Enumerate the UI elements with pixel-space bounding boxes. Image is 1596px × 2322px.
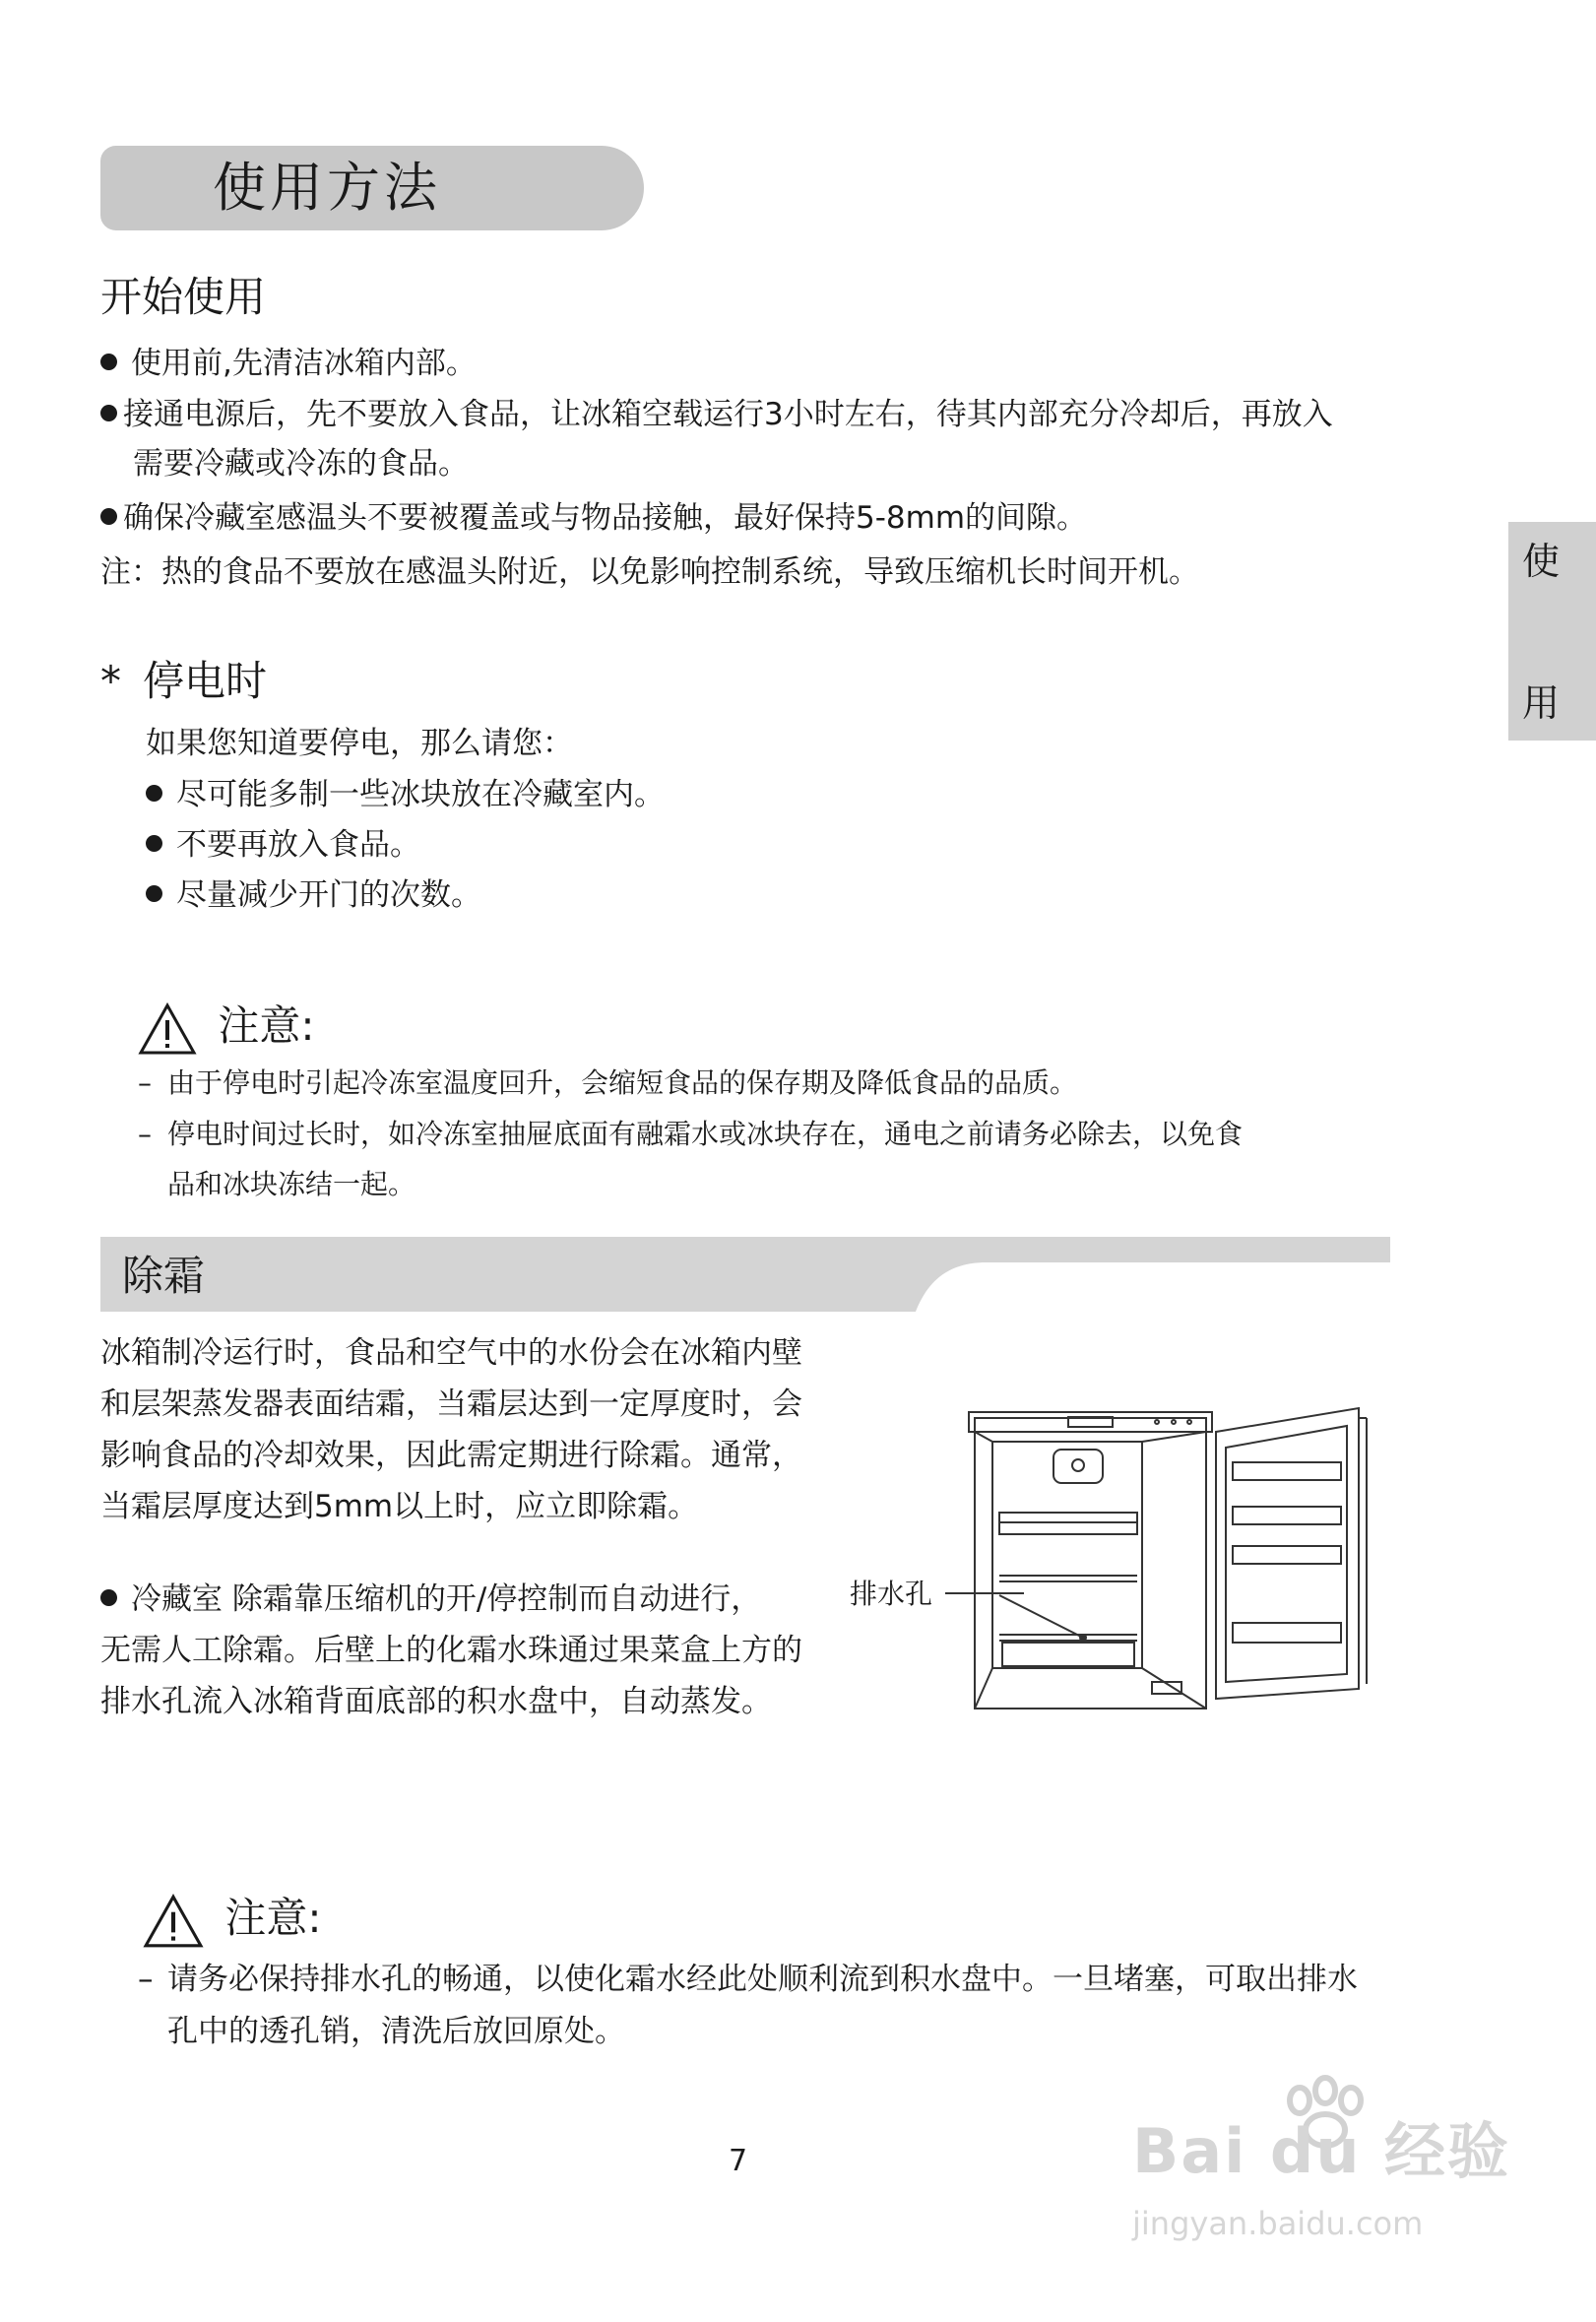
defrost-bullet-line: 排水孔流入冰箱背面底部的积水盘中，自动蒸发。 [100,1684,772,1719]
watermark-url: jingyan.baidu.com [1132,2205,1424,2242]
caution-heading: 注意: [143,1889,322,1949]
fridge-illustration [945,1388,1388,1723]
power-intro: 如果您知道要停电，那么请您： [146,726,573,761]
warning-icon [143,1894,204,1949]
list-item-continuation: 需要冷藏或冷冻的食品。 [133,446,469,482]
list-item: 尽可能多制一些冰块放在冷藏室内。 [146,775,665,814]
list-item: 尽量减少开门的次数。 [146,875,481,915]
page-title: 使用方法 [213,157,441,219]
list-item: 接通电源后，先不要放入食品，让冰箱空载运行3小时左右，待其内部充分冷却后，再放入 [100,395,1333,434]
bullet-icon [146,835,162,852]
bullet-icon [146,885,162,902]
bullet-icon [100,1589,117,1606]
caution-item-continuation: 品和冰块冻结一起。 [167,1168,416,1200]
defrost-bullet-line: 无需人工除霜。后壁上的化霜水珠通过果菜盒上方的 [100,1633,802,1668]
section-heading-power: * 停电时 [100,657,268,705]
drain-hole-label: 排水孔 [850,1578,933,1610]
section-heading-start: 开始使用 [100,273,267,321]
defrost-para-line: 冰箱制冷运行时，食品和空气中的水份会在冰箱内壁 [100,1335,802,1371]
caution-item: – 由于停电时引起冷冻室温度回升，会缩短食品的保存期及降低食品的品质。 [138,1066,1078,1099]
defrost-para-line: 当霜层厚度达到5mm以上时，应立即除霜。 [100,1489,699,1524]
bullet-icon [100,354,117,370]
side-tab-char-1: 使 [1522,540,1561,583]
star-icon: * [100,657,121,705]
defrost-banner [100,1237,1390,1312]
watermark-brand: Bai du 经验 [1132,2115,1511,2187]
defrost-para-line: 影响食品的冷却效果，因此需定期进行除霜。通常， [100,1438,802,1473]
note-text: 注：热的食品不要放在感温头附近，以免影响控制系统，导致压缩机长时间开机。 [100,554,1199,590]
caution-heading: 注意: [138,997,315,1056]
caution-item: – 停电时间过长时，如冷冻室抽屉底面有融霜水或冰块存在，通电之前请务必除去，以免食 [138,1118,1244,1150]
page-number: 7 [729,2144,748,2178]
section-heading-defrost: 除霜 [122,1252,206,1300]
list-item: 使用前,先清洁冰箱内部。 [100,344,477,383]
caution-item-continuation: 孔中的透孔销，清洗后放回原处。 [167,2014,625,2049]
defrost-para-line: 和层架蒸发器表面结霜，当霜层达到一定厚度时，会 [100,1387,802,1422]
list-item: 冷藏室 除霜靠压缩机的开/停控制而自动进行， [100,1580,761,1619]
caution-item: – 请务必保持排水孔的畅通，以使化霜水经此处顺利流到积水盘中。一旦堵塞，可取出排水 [138,1962,1358,1997]
bullet-icon [100,405,117,421]
list-item: 不要再放入食品。 [146,825,420,865]
list-item: 确保冷藏室感温头不要被覆盖或与物品接触，最好保持5-8mm的间隙。 [100,498,1087,538]
bullet-icon [100,508,117,525]
bullet-icon [146,785,162,802]
warning-icon [138,1002,197,1056]
drain-hole-leader [945,1587,1034,1637]
side-tab-char-2: 用 [1522,681,1561,725]
